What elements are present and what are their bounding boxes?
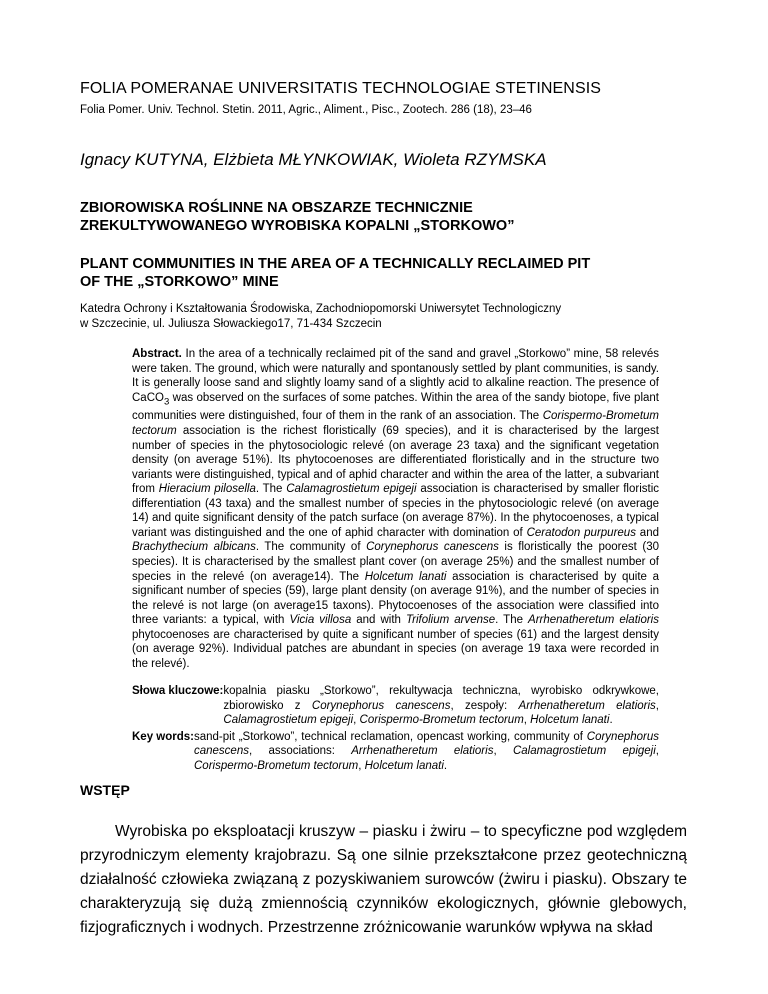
title-english-line-1: PLANT COMMUNITIES IN THE AREA OF A TECHNICALLY RECLAIMED PIT bbox=[80, 256, 591, 272]
keywords-polish-label: Słowa kluczowe: bbox=[132, 685, 224, 697]
species-name: Calamagrostietum epigeji bbox=[286, 483, 417, 496]
abstract-text: and with bbox=[351, 614, 406, 627]
abstract-text: association is characterised by quite a significant number of species (59), large plant density (on average 91%), and the number of species in the relevé is not large (on average15 taxons). Phytocoenoses of the association were classified into three variants: a typical, with bbox=[132, 570, 659, 627]
species-name: Trifolium arvense bbox=[405, 614, 496, 627]
abstract-text: phytocoenoses are characterised by quite a significant number of species (61) and the largest density (on average 92%). Individual patches are abundant in species (on average 19 taxa were recorded in the relevé). bbox=[132, 628, 659, 670]
title-polish bbox=[80, 199, 640, 235]
species-name: Corynephorus canescens bbox=[366, 541, 499, 554]
abstract bbox=[132, 347, 659, 671]
journal-citation: Folia Pomer. Univ. Technol. Stetin. 2011, Agric., Aliment., Pisc., Zootech. 286 (18), 23–46 bbox=[80, 104, 532, 116]
title-polish-line-2: ZREKULTYWOWANEGO WYROBISKA KOPALNI „STORKOWO” bbox=[80, 218, 515, 234]
keywords-english-label: Key words: bbox=[132, 730, 194, 743]
keywords-polish bbox=[132, 684, 659, 728]
authors: Ignacy KUTYNA, Elżbieta MŁYNKOWIAK, Wioleta RZYMSKA bbox=[80, 150, 547, 169]
keywords-block bbox=[132, 684, 659, 773]
title-english bbox=[80, 255, 680, 291]
abstract-subscript: 3 bbox=[163, 395, 170, 407]
abstract-text: association is characterised by smaller floristic differentiation (43 taxa) and the smallest number of species in the phytosociologic relevé (on average 14) and quite significant density of the patch surface (on average 87%). In the phytocoenoses, a typical variant was distinguished and the one of aphid character with domination of bbox=[132, 483, 660, 539]
title-english-line-2: OF THE „STORKOWO” MINE bbox=[80, 274, 279, 290]
abstract-text: is floristically the poorest (30 species). It is characterised by the smallest plant cover (on average 25%) and the smallest number of species in the relevé (on average14). The bbox=[132, 541, 659, 583]
abstract-text: association is the richest floristically (69 species), and it is characterised by the largest number of species in the phytosociologic relevé (on average 23 taxa) and the significant vegetation density (on average 51%). Its phytocoenoses are differentiated floristically and in the structure two variants were distinguished, typical and of aphid character and within the area of the latter, a subvariant from bbox=[132, 425, 659, 496]
species-name: Arrhenatheretum elatioris bbox=[528, 614, 659, 627]
species-name: Corispermo-Brometum tectorum bbox=[132, 410, 659, 438]
species-name: Hieracium pilosella bbox=[158, 483, 256, 496]
abstract-text: . The bbox=[255, 483, 287, 496]
abstract-label: Abstract. bbox=[132, 348, 182, 360]
affiliation-line-2: w Szczecinie, ul. Juliusza Słowackiego17, 71-434 Szczecin bbox=[80, 318, 382, 330]
abstract-text: . The bbox=[495, 614, 529, 627]
keywords-english bbox=[132, 730, 659, 774]
abstract-text: . The community of bbox=[255, 541, 367, 554]
keywords-english-text: sand-pit „Storkowo”, technical reclamation, opencast working, community of Corynephorus canescens, associations: Arrhenatheretum elatioris, Calamagrostietum epigeji, Corispermo-Brometum tectorum, Holcetum lanati. bbox=[194, 730, 659, 772]
keywords-polish-text: kopalnia piasku „Storkowo”, rekultywacja techniczna, wyrobisko odkrywkowe, zbiorowisko z Corynephorus canescens, zespoły: Arrhenatheretum elatioris, Calamagrostietum epigeji, Corispermo-Brometum tectorum, Holcetum lanati. bbox=[223, 685, 659, 727]
intro-paragraph: Wyrobiska po eksploatacji kruszyw – piasku i żwiru – to specyficzne pod względem przyrodniczym elementy krajobrazu. Są one silnie przekształcone przez geotechniczną działalność człowieka związaną z pozyskiwaniem surowców (żwiru i piasku). Obszary te charakteryzują się dużą zmiennością czynników ekologicznych, głównie glebowych, fizjograficznych i wodnych. Przestrzenne zróżnicowanie warunków wpływa na skład bbox=[80, 823, 687, 936]
species-name: Vicia villosa bbox=[289, 614, 352, 627]
abstract-text: was observed on the surfaces of some patches. Within the area of the sandy biotope, five plant communities were distinguished, four of them in the rank of an association. The bbox=[132, 391, 659, 423]
section-heading: WSTĘP bbox=[80, 782, 130, 798]
abstract-text: In the area of a technically reclaimed pit of the sand and gravel „Storkowo” mine, 58 relevés were taken. The ground, which were naturally and spontanously settled by plant communities, is sandy. It is generally loose sand and slightly loamy sand of a slightly acid to alkaline reaction. The presence of CaCO bbox=[132, 348, 659, 404]
abstract-text: and bbox=[635, 526, 659, 539]
journal-title: FOLIA POMERANAE UNIVERSITATIS TECHNOLOGIAE STETINENSIS bbox=[80, 80, 602, 97]
species-name: Holcetum lanati bbox=[364, 570, 447, 583]
title-polish-line-1: ZBIOROWISKA ROŚLINNE NA OBSZARZE TECHNICZNIE bbox=[80, 200, 473, 216]
species-name: Ceratodon purpureus bbox=[526, 526, 636, 539]
species-name: Brachythecium albicans bbox=[132, 541, 256, 554]
affiliation bbox=[80, 302, 680, 332]
affiliation-line-1: Katedra Ochrony i Kształtowania Środowiska, Zachodniopomorski Uniwersytet Technologiczny bbox=[80, 303, 562, 315]
intro-body bbox=[80, 820, 687, 940]
